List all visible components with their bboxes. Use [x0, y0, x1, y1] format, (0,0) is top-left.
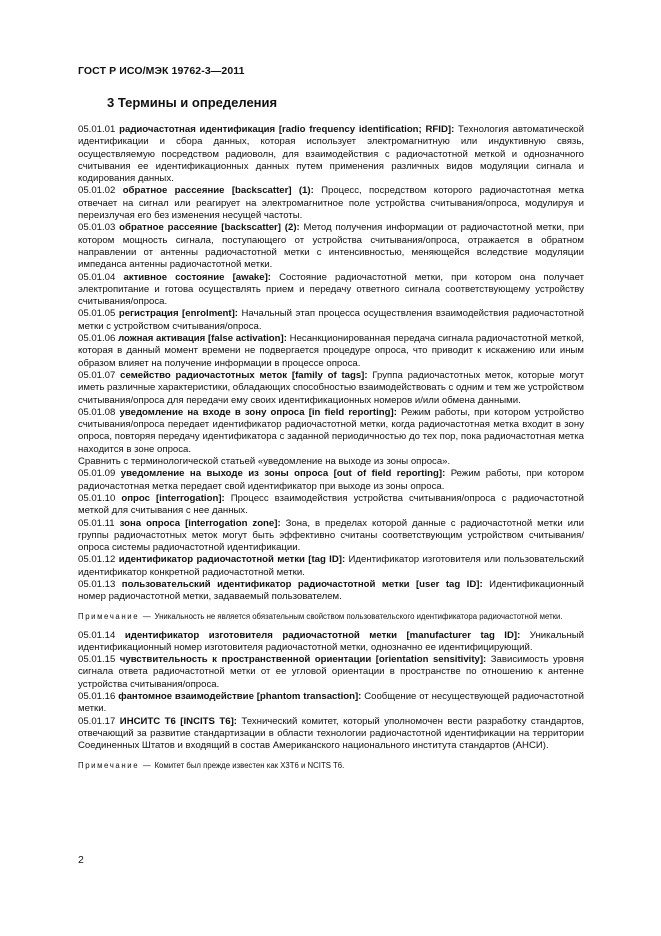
term-name: идентификатор радиочастотной метки [tag ID]: [118, 554, 346, 566]
term-definition: Режим работы, при котором радиочастотная метка передает свой идентификатор при выходе из зоны опроса. [78, 468, 585, 492]
term-name: регистрация [enrolment]: [118, 308, 239, 320]
terms-list [78, 124, 584, 604]
term-entry [78, 493, 584, 518]
note-1 [78, 611, 584, 622]
term-definition: Сравнить с терминологической статьей «уведомление на выходе из зоны опроса». [78, 456, 451, 468]
term-entry [78, 222, 584, 271]
term-definition: Метод получения информации от радиочастотной метки, при котором мощность сигнала, поступающего от устройства считывания/опроса, отражается в обратном направлении от антенны радиочастотной метки с интенсивностью, меняющейся вследствие модуляции импеданса антенны радиочастотной метки. [78, 222, 585, 271]
term-entry [78, 124, 584, 185]
terms-list-2 [78, 630, 584, 753]
term-definition: Режим работы, при котором устройство считывания/опроса передает идентификатор радиочастотной метки, когда радиочастотная метка входит в зону опроса, повторяя передачу идентификатора с заданной периодичностью до тех пор, пока радиочастотная метка находится в зоне опроса. [78, 406, 584, 455]
term-number: 05.01.12 [78, 554, 116, 566]
term-name: обратное рассеяние [backscatter] (2): [119, 222, 300, 234]
term-number: 05.01.04 [78, 271, 116, 283]
term-entry [78, 554, 584, 579]
term-name: радиочастотная идентификация [radio frequency identification; RFID]: [119, 124, 455, 135]
term-name: ложная активация [false activation]: [118, 333, 287, 345]
term-number: 05.01.11 [78, 517, 115, 529]
term-definition: Технический комитет, который уполномочен вести разработку стандартов, отвечающий за развитие стандартизации в области технологии радиочастотной идентификации на территории Соединенных Штатов и входящий в состав Американского национального института стандартов (АНСИ). [78, 715, 584, 752]
note-text: Комитет был прежде известен как X3T6 и NCITS T6. [154, 760, 345, 770]
page-number: 2 [78, 854, 84, 866]
term-number: 05.01.06 [78, 333, 116, 345]
term-entry [78, 407, 584, 456]
term-name: уведомление на входе в зону опроса [in field reporting]: [119, 406, 397, 418]
term-number: 05.01.01 [78, 124, 116, 135]
term-definition: Процесс, посредством которого радиочастотная метка отвечает на сигнал или реагирует на электромагнитное поле устройства считывания/опроса, модулируя и переизлучая его без изменения несущей частоты. [78, 185, 585, 222]
term-name: активное состояние [awake]: [123, 271, 271, 283]
term-number: 05.01.02 [78, 185, 116, 197]
term-name: идентификатор изготовителя радиочастотной метки [manufacturer tag ID]: [124, 629, 521, 641]
term-entry [78, 456, 584, 468]
term-number: 05.01.16 [78, 691, 116, 703]
term-entry [78, 308, 584, 333]
term-name: семейство радиочастотных меток [family of tags]: [120, 369, 368, 381]
document-header: ГОСТ Р ИСО/МЭК 19762-3—2011 [78, 65, 245, 77]
term-definition: Идентификационный номер радиочастотной метки, задаваемый пользователем. [78, 578, 584, 603]
note-label: Примечание — [78, 611, 153, 621]
term-entry [78, 272, 584, 309]
term-definition: Технология автоматической идентификации и сбора данных, которая использует электромагнитную или индуктивную связь, осуществляемую посредством радиоволн, для взаимодействия с радиочастотной меткой и однозначного считывания ее идентификационных данных путем применения различных видов модуляции сигнала и кодирования данных. [78, 124, 584, 185]
term-definition: Процесс взаимодействия устройства считывания/опроса с радиочастотной меткой для считывания с нее данных. [78, 492, 584, 517]
section-title: 3 Термины и определения [107, 95, 278, 110]
term-entry [78, 185, 584, 222]
term-definition: Состояние радиочастотной метки, при котором она получает электропитание и готова осуществлять прием и передачу ответного сигнала соответствующему устройству считывания/опроса. [78, 271, 584, 308]
term-name: пользовательский идентификатор радиочастотной метки [user tag ID]: [121, 578, 483, 590]
term-entry [78, 579, 584, 604]
term-number: 05.01.09 [78, 468, 116, 480]
term-number: 05.01.13 [78, 578, 116, 590]
term-entry [78, 468, 584, 493]
term-definition: Зависимость уровня сигнала ответа радиочастотной метки от ее угловой ориентации в пространстве по отношению к антенне устройства считывания/опроса. [78, 654, 585, 690]
term-name: ИНСИТС Т6 [INCITS T6]: [119, 715, 237, 727]
term-definition: Начальный этап процесса осуществления взаимодействия радиочастотной метки с устройством считывания/опроса. [78, 308, 584, 332]
term-number: 05.01.10 [78, 492, 116, 504]
term-number: 05.01.17 [78, 715, 116, 727]
term-number: 05.01.15 [78, 654, 116, 666]
term-entry [78, 691, 584, 716]
term-definition: Несанкционированная передача сигнала радиочастотной меткой, которая в данный момент времени не подвергается процедуре опроса, что приводит к искажению или иным образом влияет на получение информации в процессе опроса. [78, 333, 584, 369]
term-definition: Зона, в пределах которой данные с радиочастотной метки или группы радиочастотных меток могут быть эффективно считаны соответствующим устройством считывания/опроса системы радиочастотной идентификации. [78, 517, 584, 554]
term-number: 05.01.08 [78, 406, 116, 418]
term-number: 05.01.14 [78, 629, 116, 641]
term-entry [78, 716, 584, 753]
term-entry [78, 370, 584, 407]
term-name: чувствительность к пространственной ориентации [orientation sensitivity]: [119, 654, 487, 666]
term-number: 05.01.07 [78, 369, 116, 381]
note-label: Примечание — [78, 760, 153, 770]
term-definition: Группа радиочастотных меток, которые могут иметь различные характеристики, обладающих способностью взаимодействовать с одним и тем же устройством считывания/опроса для передачи ему своих идентификационных номеров и/или обмена данными. [78, 369, 584, 406]
terms-body [78, 124, 584, 779]
term-name: уведомление на выходе из зоны опроса [out of field reporting]: [120, 468, 446, 480]
term-number: 05.01.05 [78, 308, 116, 320]
note-2 [78, 760, 584, 771]
term-entry [78, 333, 584, 370]
term-name: фантомное взаимодействие [phantom transaction]: [118, 691, 362, 703]
term-entry [78, 518, 584, 555]
term-definition: Уникальный идентификационный номер изготовителя радиочастотной метки, однозначно ее идентифицирующий. [78, 629, 584, 653]
note-text: Уникальность не является обязательным свойством пользовательского идентификатора радиочастотной метки. [154, 611, 563, 621]
term-name: обратное рассеяние [backscatter] (1): [122, 185, 314, 197]
term-definition: Сообщение от несуществующей радиочастотной метки. [78, 691, 584, 715]
term-entry [78, 654, 584, 691]
term-entry [78, 630, 584, 655]
term-name: зона опроса [interrogation zone]: [119, 517, 281, 529]
term-definition: Идентификатор изготовителя или пользовательский идентификатор конкретной радиочастотной метки. [78, 554, 585, 578]
term-name: опрос [interrogation]: [121, 492, 225, 504]
term-number: 05.01.03 [78, 222, 116, 234]
